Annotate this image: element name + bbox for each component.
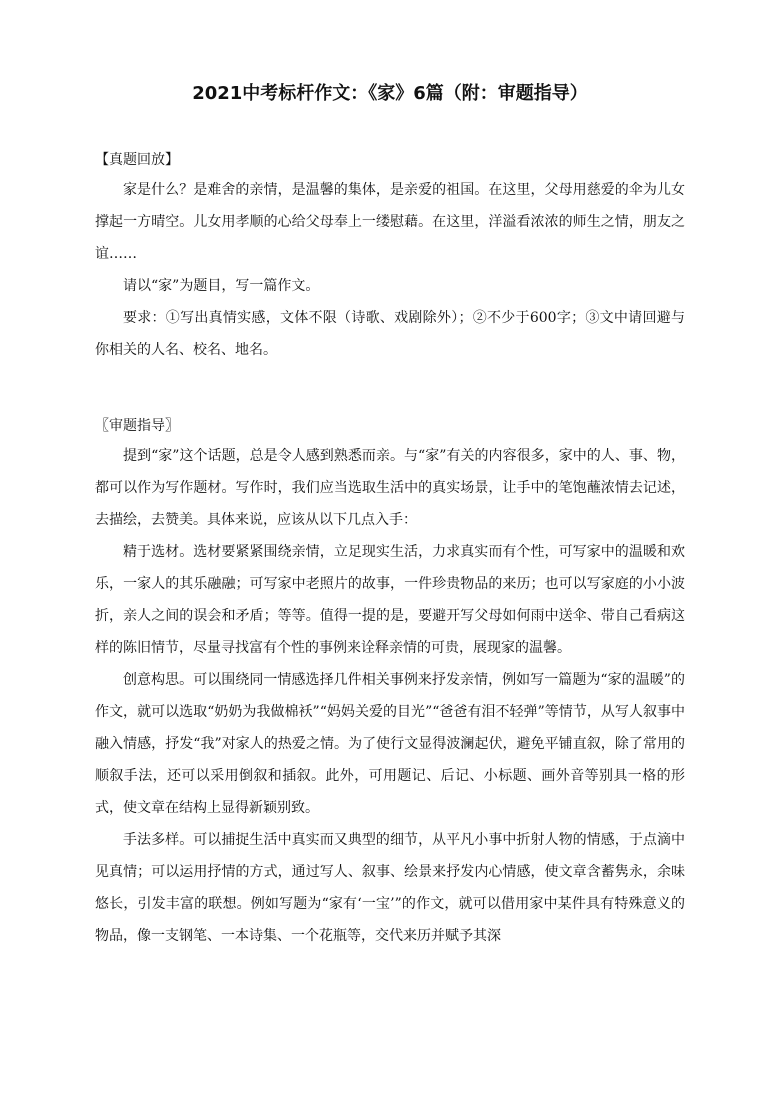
document-title: 2021中考标杆作文：《家》6篇（附：审题指导） (192, 83, 588, 104)
guide-paragraph: 创意构思。可以围绕同一情感选择几件相关事例来抒发亲情，例如写一篇题为“家的温暖”的作文，就可以选取“奶奶为我做棉袄”“妈妈关爱的目光”“爸爸有泪不轻弹”等情节，从写人叙事中融入情感，抒发“我”对家人的热爱之情。为了使行文显得波澜起伏，避免平铺直叙，除了常用的顺叙手法，还可以采用倒叙和插叙。此外，可用题记、后记、小标题、画外音等别具一格的形式，使文章在结构上显得新颖别致。 (95, 672, 685, 816)
intro-paragraph: 家是什么？是难舍的亲情，是温馨的集体，是亲爱的祖国。在这里，父母用慈爱的伞为儿女撑起一方晴空。儿女用孝顺的心给父母奉上一缕慰藉。在这里，洋溢看浓浓的师生之情，朋友之谊…… (95, 182, 685, 262)
intro-paragraph: 请以“家”为题目，写一篇作文。 (123, 278, 320, 294)
section-exam-question (95, 150, 685, 366)
guide-paragraph: 提到“家”这个话题，总是令人感到熟悉而亲。与“家”有关的内容很多，家中的人、事、物，都可以作为写作题材。写作时，我们应当选取生活中的真实场景，让手中的笔饱蘸浓情去记述，去描绘，去赞美。具体来说，应该从以下几点入手： (95, 448, 685, 528)
guide-paragraph: 精于选材。选材要紧紧围绕亲情，立足现实生活，力求真实而有个性，可写家中的温暖和欢乐，一家人的其乐融融；可写家中老照片的故事，一件珍贵物品的来历；也可以写家庭的小小波折，亲人之间的误会和矛盾；等等。值得一提的是，要避开写父母如何雨中送伞、带自己看病这样的陈旧情节，尽量寻找富有个性的事例来诠释亲情的可贵，展现家的温馨。 (95, 544, 685, 656)
section-heading-exam-question: 【真题回放】 (95, 152, 179, 168)
section-heading-topic-guidance: 〖审题指导〗 (95, 418, 179, 434)
guide-paragraph: 手法多样。可以捕捉生活中真实而又典型的细节，从平凡小事中折射人物的情感，于点滴中见真情；可以运用抒情的方式，通过写人、叙事、绘景来抒发内心情感，使文章含蓄隽永，余味悠长，引发丰富的联想。例如写题为“家有‘一宝’”的作文，就可以借用家中某件具有特殊意义的物品，像一支钢笔、一本诗集、一个花瓶等，交代来历并赋予其深 (95, 832, 685, 944)
intro-paragraph: 要求：①写出真情实感，文体不限（诗歌、戏剧除外）；②不少于600字；③文中请回避与你相关的人名、校名、地名。 (95, 310, 685, 358)
section-topic-guidance (95, 416, 685, 952)
